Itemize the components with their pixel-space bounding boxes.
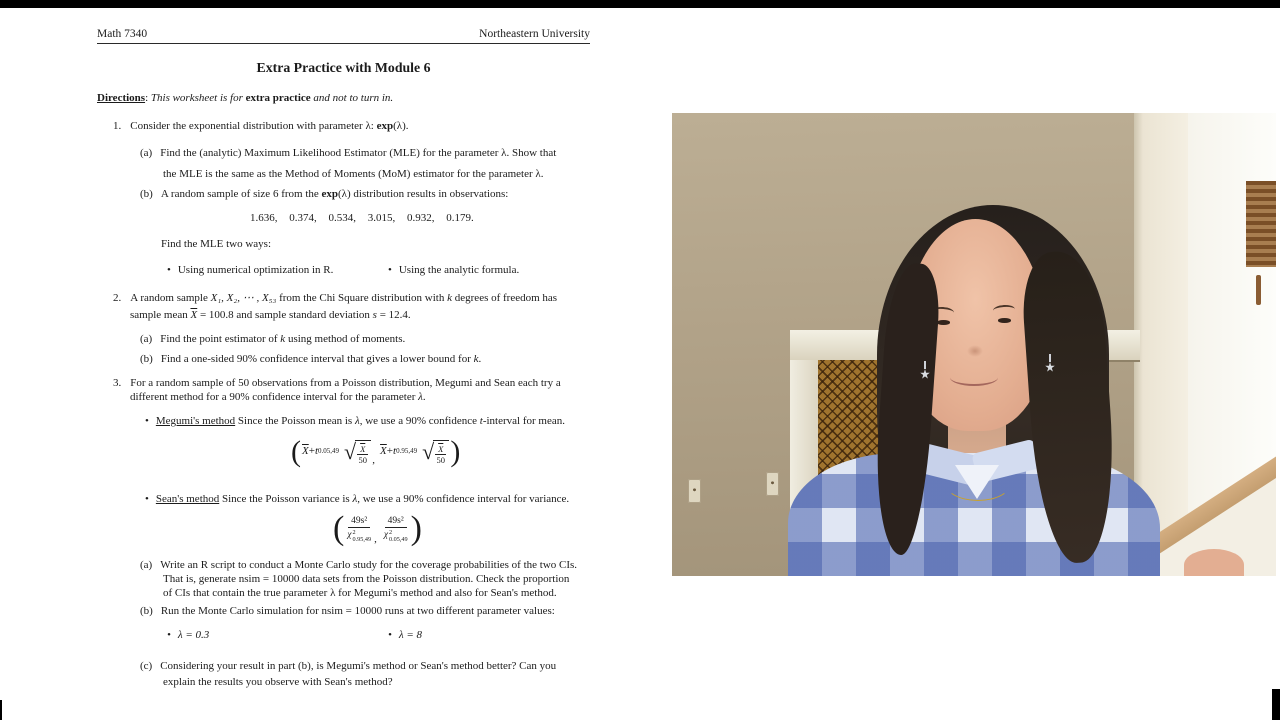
problem-3-text-2: different method for a 90% confidence interval for the parameter — [130, 391, 419, 403]
fraction — [435, 444, 446, 465]
problem-2a-text-end: using method of moments. — [285, 333, 406, 345]
part-c-label: (c) — [140, 660, 153, 672]
chi-scripts — [353, 530, 372, 543]
mle-bullet-1: • Using numerical optimization in R. — [167, 264, 333, 278]
chi-subscript: 0.95,49 — [352, 536, 372, 543]
megumi-ci-upper-bound — [380, 440, 449, 465]
problem-3c-text-1: Considering your result in part (b), is Megumi's method or Sean's method better? Can you — [160, 660, 557, 672]
directions-colon: : — [145, 92, 151, 104]
chi-superscript: 2 — [389, 529, 393, 537]
fraction — [357, 444, 368, 465]
sean-text-2: , we use a 90% confidence interval for variance. — [357, 493, 570, 505]
comma: , — [372, 453, 376, 466]
problem-3-line-2 — [130, 391, 426, 405]
sean-ci-formula — [332, 512, 423, 546]
sample-variables: X₁, X₂, ⋯ , X₅₃ — [210, 292, 277, 304]
megumi-ci-lower-bound — [302, 440, 371, 465]
comma: , — [374, 532, 377, 545]
sean-text-1: Since the Poisson variance is — [219, 493, 353, 505]
directions-bold: extra practice — [245, 92, 311, 104]
earring-wire-right — [1049, 354, 1051, 362]
lambda-variable: λ — [352, 493, 358, 505]
left-eye — [937, 320, 950, 325]
radical-sign: √ — [344, 439, 357, 464]
radicand — [433, 440, 449, 465]
part-b-label: (b) — [140, 188, 153, 200]
problem-1-text-end: (λ). — [393, 120, 409, 132]
problem-2-number: 2. — [113, 292, 122, 304]
problem-2a-text: Find the point estimator of — [160, 333, 281, 345]
problem-2b-text: Find a one-sided 90% confidence interval that gives a lower bound for — [160, 353, 474, 365]
problem-2a-line — [140, 333, 405, 347]
xbar-variable: $\overline{X}$ — [380, 445, 387, 458]
problem-1a-text-1: Find the (analytic) Maximum Likelihood Estimator (MLE) for the parameter λ. Show that — [160, 147, 557, 159]
megumi-text-1: Since the Poisson mean is — [235, 415, 355, 427]
directions-text-2: and not to turn in. — [310, 92, 394, 104]
t-subscript: 0.95,49 — [396, 447, 418, 456]
mle-bullet-2: • Using the analytic formula. — [388, 264, 519, 278]
blind-cord — [1256, 275, 1261, 305]
problem-1b-text-1: A random sample of size 6 from the — [160, 188, 322, 200]
fraction-numerator: 49s² — [385, 516, 407, 528]
chi-superscript: 2 — [352, 529, 356, 537]
radical-sign: √ — [422, 439, 435, 464]
k-variable: k — [447, 292, 453, 304]
letterbox-bottom-left-sliver — [0, 700, 2, 720]
sqrt-term — [344, 440, 371, 465]
course-code: Math 7340 — [97, 28, 148, 40]
find-mle-line: Find the MLE two ways: — [161, 238, 271, 250]
lambda-bullet-1: • λ = 0.3 — [167, 629, 209, 643]
t-quantile: t — [314, 445, 319, 458]
header-rule — [97, 43, 590, 44]
problem-3c-line-1 — [140, 660, 556, 674]
problem-2-text-3: degrees of freedom has — [452, 292, 558, 304]
problem-1-text: Consider the exponential distribution with parameter λ: — [130, 120, 377, 132]
megumi-method-label: Megumi's method — [155, 415, 236, 427]
open-paren: ( — [333, 510, 345, 547]
t-quantile: t — [393, 445, 397, 458]
open-paren: ( — [291, 435, 301, 468]
plus-sign: + — [386, 445, 393, 458]
problem-3a-line-2: That is, generate nsim = 10000 data sets from the Poisson distribution. Check the proportion — [163, 573, 570, 585]
problem-1b-exp: exp — [321, 188, 339, 200]
problem-1a-line-2: the MLE is the same as the Method of Moments (MoM) estimator for the parameter λ. — [163, 168, 544, 180]
wall-outlet-1 — [688, 479, 701, 503]
directions-label: Directions — [97, 92, 146, 104]
megumi-method-line — [145, 415, 565, 429]
nose-shadow — [967, 345, 983, 357]
problem-1b-line — [140, 188, 508, 202]
fraction-numerator: X — [435, 444, 446, 455]
megumi-text-2: , we use a 90% confidence — [359, 415, 480, 427]
webcam-video — [672, 113, 1276, 576]
fraction-denominator: 50 — [358, 454, 367, 465]
wall-outlet-2 — [766, 472, 779, 496]
megumi-ci-formula — [290, 437, 461, 467]
problem-3a-text-1: Write an R script to conduct a Monte Carlo study for the coverage probabilities of the two CIs. — [160, 559, 578, 571]
problem-1-intro — [113, 120, 409, 134]
chi-variable: χ — [383, 529, 389, 540]
part-a-label: (a) — [140, 559, 153, 571]
problem-3b-text: Run the Monte Carlo simulation for nsim = 10000 runs at two different parameter values: — [160, 605, 555, 617]
close-paren: ) — [410, 510, 422, 547]
problem-1-exp: exp — [376, 120, 394, 132]
problem-1b-text-2: (λ) distribution results in observations: — [338, 188, 509, 200]
megumi-text-3: -interval for mean. — [482, 415, 565, 427]
k-variable: k — [473, 353, 479, 365]
observations-values: 1.636, 0.374, 0.534, 3.015, 0.932, 0.179. — [250, 212, 474, 224]
problem-2-text-4: sample mean — [130, 309, 191, 321]
part-b-label: (b) — [140, 353, 153, 365]
earring-wire-left — [924, 361, 926, 369]
t-subscript: 0.05,49 — [318, 447, 340, 456]
wooden-blinds — [1246, 181, 1276, 267]
lambda-variable: λ — [354, 415, 360, 427]
sean-ci-upper-bound — [384, 516, 408, 541]
sean-ci-lower-bound — [347, 516, 371, 541]
problem-3-number: 3. — [113, 377, 122, 389]
xbar-variable: $\overline{X}$ — [302, 445, 309, 458]
xbar-variable: $\overline{X}$ — [190, 309, 198, 321]
instructor-hand — [1184, 549, 1244, 576]
directions-text-1: This worksheet is for — [150, 92, 246, 104]
problem-3a-line-3: of CIs that contain the true parameter λ for Megumi's method and also for Sean's method. — [163, 587, 557, 599]
sean-method-line — [145, 493, 569, 507]
fraction-numerator: 49s² — [348, 516, 370, 528]
s-variable: s — [372, 309, 377, 321]
plus-sign: + — [308, 445, 315, 458]
right-eyebrow — [993, 304, 1016, 316]
k-variable: k — [280, 333, 286, 345]
worksheet-document — [97, 0, 590, 720]
chi-variable: χ — [347, 529, 352, 540]
fraction-denominator — [347, 528, 371, 541]
problem-2b-text-end: . — [478, 353, 482, 365]
part-a-label: (a) — [140, 333, 153, 345]
fraction-numerator: X — [357, 444, 368, 455]
chi-subscript: 0.05,49 — [389, 536, 408, 543]
part-a-label: (a) — [140, 147, 153, 159]
problem-2-text-5: = 100.8 and sample standard deviation — [197, 309, 373, 321]
problem-3c-line-2: explain the results you observe with Sean's method? — [163, 676, 393, 688]
close-paren: ) — [450, 435, 461, 468]
smiling-mouth — [950, 369, 998, 386]
lambda-bullet-2: • λ = 8 — [388, 629, 422, 643]
problem-2-line-2 — [130, 309, 411, 323]
lambda-variable: λ — [418, 391, 423, 403]
sean-method-label: Sean's method — [155, 493, 220, 505]
directions-line — [97, 92, 393, 106]
problem-3a-line-1 — [140, 559, 577, 573]
letterbox-bottom-right-sliver — [1272, 689, 1280, 720]
fraction-denominator: 50 — [436, 454, 445, 465]
problem-1a-line-1 — [140, 147, 556, 161]
worksheet-title: Extra Practice with Module 6 — [256, 60, 431, 75]
problem-2-line-1 — [113, 292, 557, 306]
right-eye — [998, 318, 1011, 323]
problem-2-text-2: from the Chi Square distribution with — [276, 292, 448, 304]
problem-1-number: 1. — [113, 120, 122, 132]
problem-2-text-1: A random sample — [130, 292, 211, 304]
sqrt-term — [422, 440, 449, 465]
problem-3-text-3: . — [422, 391, 426, 403]
chi-scripts — [389, 530, 408, 543]
problem-2b-line — [140, 353, 481, 367]
problem-3-line-1 — [113, 377, 561, 391]
gold-necklace — [944, 463, 1012, 501]
t-variable: t — [479, 415, 483, 427]
radicand — [355, 440, 371, 465]
problem-3-text-1: For a random sample of 50 observations from a Poisson distribution, Megumi and Sean each try a — [130, 377, 561, 389]
university-name: Northeastern University — [479, 28, 590, 40]
fraction-denominator — [384, 528, 408, 541]
problem-2-text-6: = 12.4. — [376, 309, 411, 321]
problem-3b-line — [140, 605, 555, 619]
part-b-label: (b) — [140, 605, 153, 617]
